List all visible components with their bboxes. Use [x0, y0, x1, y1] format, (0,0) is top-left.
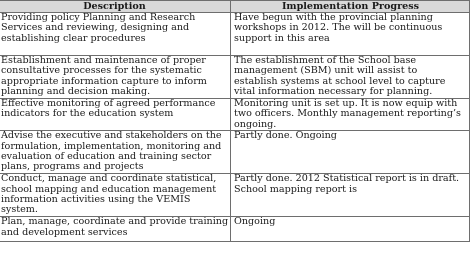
progress-line: Ongoing: [234, 216, 276, 228]
progress-line: ongoing.: [234, 118, 277, 130]
progress-line: support in this area: [234, 32, 330, 44]
description-line: planning and decision making.: [1, 86, 151, 98]
description-cell: [0, 99, 231, 131]
progress-cell: [231, 174, 470, 217]
progress-line: Have begun with the provincial planning: [234, 12, 433, 23]
description-line: consultative processes for the systematic: [1, 65, 202, 77]
description-line: Advise the executive and stakeholders on the: [1, 130, 222, 142]
description-line: Providing policy Planning and Research: [1, 12, 196, 23]
table-row: [0, 131, 470, 174]
description-line: plans, programs and projects: [1, 161, 144, 173]
progress-cell: [231, 131, 470, 174]
table-header: [0, 1, 470, 13]
progress-cell: [231, 99, 470, 131]
progress-cell: [231, 217, 470, 242]
description-line: evaluation of education and training sector: [1, 151, 212, 163]
progress-line: management (SBM) unit will assist to: [234, 65, 418, 77]
description-line: appropriate information capture to inform: [1, 75, 207, 87]
table-row: [0, 217, 470, 242]
progress-line: Partly done. 2012 Statistical report is in draft.: [234, 173, 460, 185]
progress-line: two officers. Monthly management reporting’s: [234, 108, 461, 120]
header-row: [0, 1, 470, 13]
description-line: school mapping and education management: [1, 183, 217, 195]
table-row: [0, 13, 470, 56]
description-line: Establishment and maintenance of proper: [1, 55, 206, 66]
description-line: system.: [1, 204, 38, 216]
description-cell: [0, 217, 231, 242]
description-cell: [0, 56, 231, 99]
description-line: indicators for the education system: [1, 108, 174, 120]
description-line: Services and reviewing, designing and: [1, 22, 190, 34]
description-line: information activities using the VEMIS: [1, 194, 191, 206]
description-line: Plan, manage, coordinate and provide training: [1, 216, 229, 228]
header-implementation-progress: Implementation Progress: [231, 1, 470, 13]
description-line: Conduct, manage and coordinate statistical,: [1, 173, 217, 185]
description-cell: [0, 174, 231, 217]
description-line: formulation, implementation, monitoring and: [1, 140, 222, 152]
progress-line: establish systems at school level to capture: [234, 75, 446, 87]
progress-cell: [231, 56, 470, 99]
progress-line: Partly done. Ongoing: [234, 130, 337, 142]
progress-cell: [231, 13, 470, 56]
progress-line: School mapping report is: [234, 183, 357, 195]
description-line: establishing clear procedures: [1, 32, 146, 44]
table-row: [0, 56, 470, 99]
progress-line: Monitoring unit is set up. It is now equip with: [234, 98, 458, 109]
description-cell: [0, 131, 231, 174]
header-description: Description: [0, 1, 231, 13]
description-line: Effective monitoring of agreed performance: [1, 98, 216, 109]
progress-line: The establishment of the School base: [234, 55, 417, 66]
table-row: [0, 174, 470, 217]
progress-line: workshops in 2012. The will be continuous: [234, 22, 443, 34]
description-cell: [0, 13, 231, 56]
table-row: [0, 99, 470, 131]
description-line: and development services: [1, 226, 128, 238]
progress-line: vital information necessary for planning.: [234, 86, 433, 98]
table-body: [0, 13, 470, 242]
